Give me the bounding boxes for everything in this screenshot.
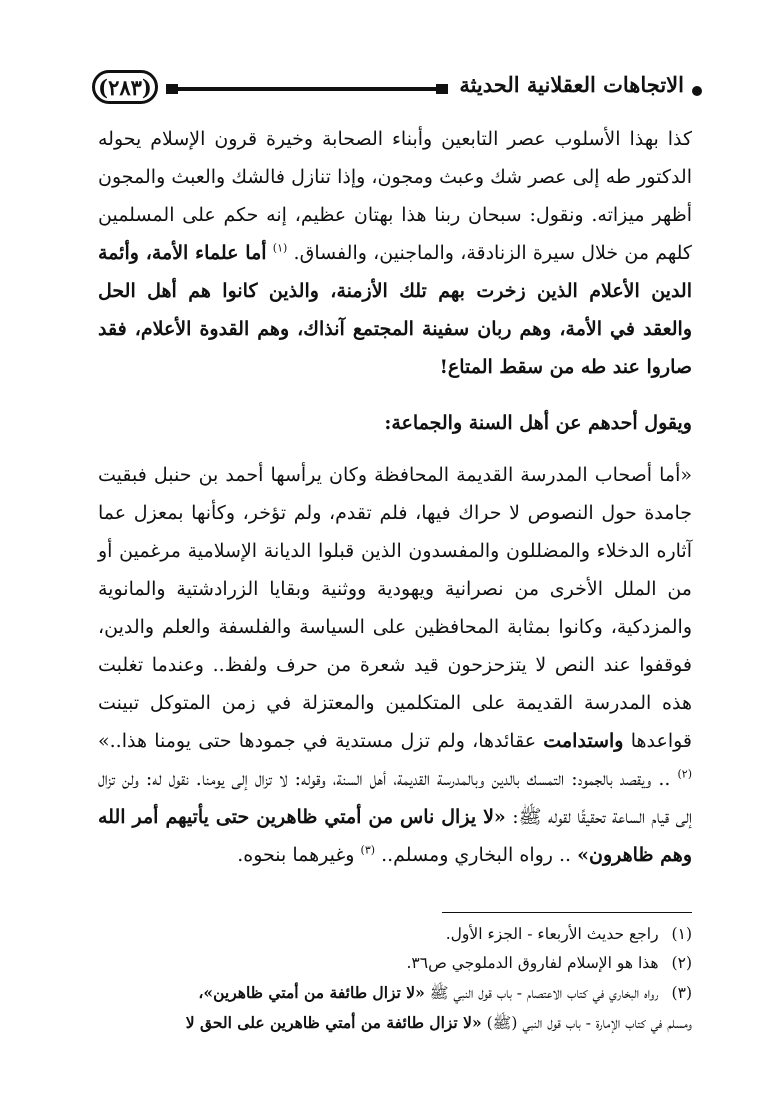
paragraph-3-text-1: .. ويقصد بالجمود: التمسك بالدين وبالمدرسة القديمة، أهل السنة، وقوله: لا تزال إلى يومنا. نقول له: ولن تزال إلى قيام الساعة تحقيقًا لقوله ﷺ: <box>98 768 692 828</box>
footnote-number: (٢) <box>671 954 692 972</box>
footnote-number: (٣) <box>671 984 692 1002</box>
sub-heading: ويقول أحدهم عن أهل السنة والجماعة: <box>384 412 692 434</box>
header-rule <box>178 87 436 91</box>
footnote-3-continued <box>92 1008 692 1038</box>
bullet-icon <box>692 86 702 96</box>
footnote-text: راجع حديث الأربعاء - الجزء الأول. <box>445 925 659 943</box>
hadith-text: «لا يزال ناس من أمتي ظاهرين حتى يأتيهم أمر الله وهم ظاهرون» <box>98 806 692 866</box>
footnote-number: (١) <box>671 925 692 943</box>
footnote-bold-text: «لا تزال طائفة من أمتي ظاهرين على الحق لا <box>185 1013 482 1032</box>
footnote-ref-1[interactable]: (١) <box>272 241 288 255</box>
header-rule-block-right <box>436 84 448 94</box>
footnote-ref-2[interactable]: (٢) <box>677 767 692 781</box>
header-rule-block-left <box>166 84 178 94</box>
footnote-bold-text: «لا تزال طائفة من أمتي ظاهرين»، <box>198 983 425 1002</box>
footnote-divider <box>442 912 692 913</box>
quote-text-1: «أما أصحاب المدرسة القديمة المحافظة وكان يرأسها أحمد بن حنبل فبقيت جامدة حول النصوص لا حراك فيها، فلم تقدم، ولم تؤخر، وكأنها بمعزل عما آثاره الدخلاء والمضللون والمفسدون الذين قبلوا الديانة الإسلامية مرغمين أو من الملل الأخرى من نصرانية ويهودية ووثنية وبقايا الزرادشتية والمانوية والمزدكية، وكانوا بمثابة المحافظين على السياسة والفلسفة والعلم والدين، فوقفوا عند النص لا يتزحزحون قيد شعرة من حرف ولفظ.. وعندما تغلبت هذه المدرسة القديمة على المتكلمين والمعتزلة في زمن المتوكل تبينت قواعدها <box>98 464 693 752</box>
page-header <box>92 70 688 110</box>
footnote-3 <box>92 978 692 1008</box>
paragraph-3-text-2: .. رواه البخاري ومسلم.. <box>381 844 572 866</box>
paragraph-1-bold-text: أما علماء الأمة، وأئمة الدين الأعلام الذين زخرت بهم تلك الأزمنة، والذين كانوا هم أهل الحل والعقد في الأمة، وهم ربان سفينة المجتمع آنذاك، وهم القدوة الأعلام، فقد صاروا عند طه من سقط المتاع! <box>98 242 692 378</box>
running-title: الاتجاهات العقلانية الحديثة <box>459 72 684 97</box>
paragraph-1 <box>98 120 692 386</box>
block-quote <box>98 456 692 874</box>
footnote-text: ومسلم في كتاب الإمارة - باب قول النبي (ﷺ) <box>486 1014 692 1032</box>
body-text <box>98 120 692 874</box>
quote-text-2: عقائدها، ولم تزل مستدية في جمودها حتى يومنا هذا..» <box>98 730 537 752</box>
quote-bold-word: واستدامت <box>543 730 624 752</box>
footnote-ref-3[interactable]: (٣) <box>360 843 376 857</box>
paragraph-3-text-3: وغيرهما بنحوه. <box>237 844 355 866</box>
footnote-text: هذا هو الإسلام لفاروق الدملوجي ص٣٦. <box>406 954 659 972</box>
footnotes <box>92 920 692 1038</box>
paragraph-1-text: كذا بهذا الأسلوب عصر التابعين وأبناء الصحابة وخيرة قرون الإسلام يحوله الدكتور طه إلى عصر شك وعبث ومجون، وإذا تنازل فالشك والعبث والمجون أظهر ميزاته. ونقول: سبحان ربنا هذا بهتان عظيم، إنه حكم على المسلمين كلهم من خلال سيرة الزنادقة، والماجنين، والفساق. <box>98 128 692 264</box>
page-number: (٢٨٣) <box>92 70 158 104</box>
footnote-2 <box>92 949 692 978</box>
footnote-text: رواه البخاري في كتاب الاعتصام - باب قول النبي ﷺ <box>429 984 659 1002</box>
footnote-1 <box>92 920 692 949</box>
